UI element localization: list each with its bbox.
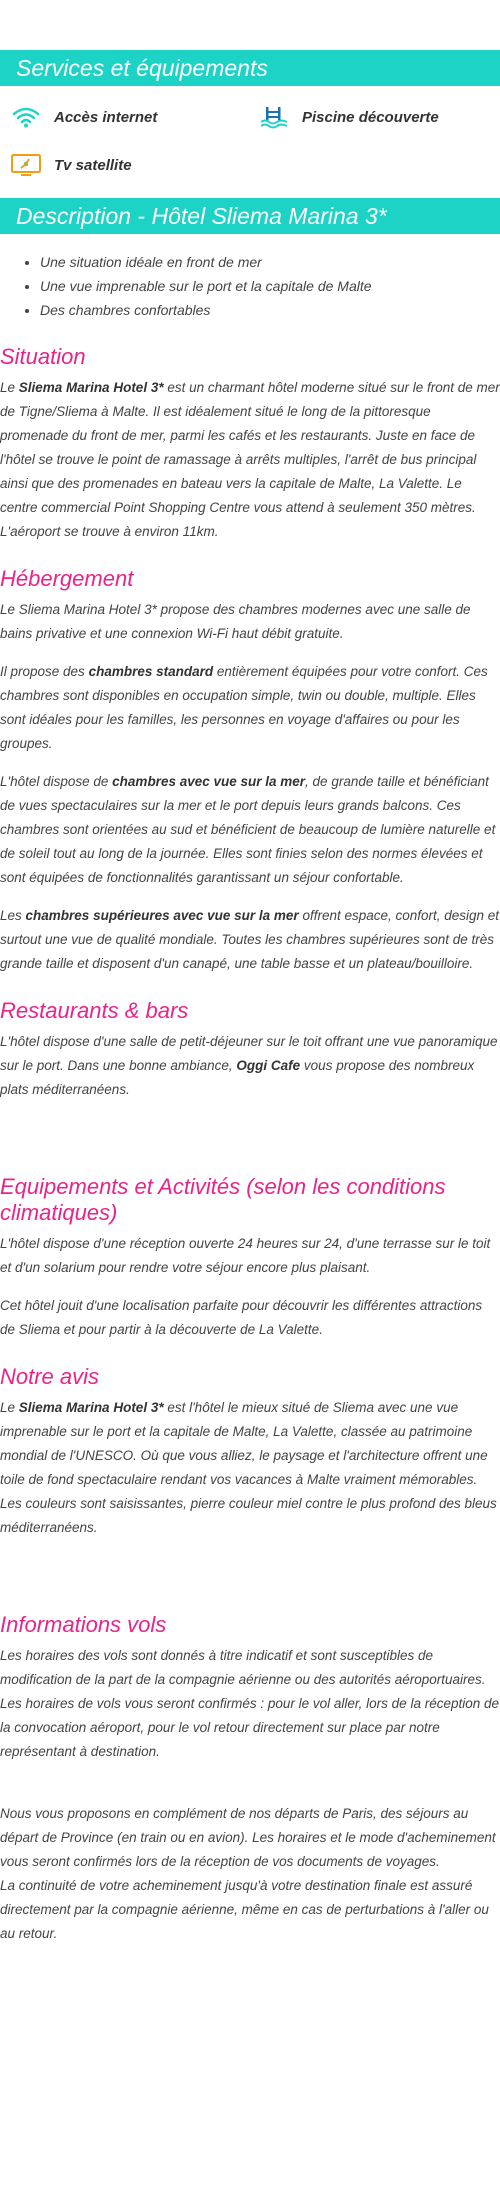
service-tv [10, 152, 132, 178]
paragraph: Le Sliema Marina Hotel 3* est un charmant hôtel moderne situé sur le front de mer de Tigne/Sliema à Malte. Il est idéalement situé le long de la pittoresque promenade du front de mer, parmi les cafés et les restaurants. Juste en face de l'hôtel se trouve le point de ramassage à arrêts multiples, l'arrêt de bus principal ainsi que des promenades en bateau vers la capitale de Malte, La Valette. Le centre commercial Point Shopping Centre vous attend à seulement 350 mètres. L'aéroport se trouve à environ 11km. [0, 380, 500, 539]
page [0, 50, 500, 1946]
paragraph: Cet hôtel jouit d'une localisation parfaite pour découvrir les différentes attractions de Sliema et pour partir à la découverte de La Valette. [0, 1298, 483, 1337]
paragraph: Les horaires de vols vous seront confirmés : pour le vol aller, lors de la réception de la convocation aéroport, pour le vol retour directement sur place par notre représentant à destination. [0, 1696, 500, 1759]
paragraph: Le Sliema Marina Hotel 3* propose des chambres modernes avec une salle de bains privative et une connexion Wi-Fi haut débit gratuite. [0, 602, 471, 641]
list-item: • Des chambres confortables [40, 298, 500, 322]
list-item: • Une vue imprenable sur le port et la capitale de Malte [40, 274, 500, 298]
paragraph: L'hôtel dispose d'une réception ouverte 24 heures sur 24, d'une terrasse sur le toit et d'un solarium pour rendre votre séjour encore plus plaisant. [0, 1236, 491, 1275]
section-title-situation: Situation [0, 344, 86, 369]
service-pool [258, 104, 439, 130]
section-title-hebergement: Hébergement [0, 566, 134, 591]
paragraph: L'hôtel dispose d'une salle de petit-déjeuner sur le toit offrant une vue panoramique sur le port. Dans une bonne ambiance, Oggi Cafe vous propose des nombreux plats méditerranéens. [0, 1034, 498, 1097]
service-label: Accès internet [54, 108, 158, 126]
list-item: • Une situation idéale en front de mer [40, 250, 500, 274]
service-label: Tv satellite [54, 156, 132, 174]
service-internet [10, 104, 157, 130]
description-title: Description - Hôtel Sliema Marina 3* [0, 198, 500, 234]
paragraph: Nous vous proposons en complément de nos départs de Paris, des séjours au départ de Province (en train ou en avion). Les horaires et le mode d'acheminement vous seront confirmés lors de la réception de vos documents de voyages. [0, 1806, 496, 1869]
section-title-restaurants: Restaurants & bars [0, 998, 189, 1023]
spacer [0, 1778, 500, 1802]
section-title-vols: Informations vols [0, 1612, 167, 1637]
description-list [0, 250, 500, 322]
paragraph: Les chambres supérieures avec vue sur la mer offrent espace, confort, design et surtout une vue de qualité mondiale. Toutes les chambres supérieures sont de très grande taille et disposent d'un canapé, une table basse et un plateau/bouilloire. [0, 908, 500, 971]
paragraph: Le Sliema Marina Hotel 3* est l'hôtel le mieux situé de Sliema avec une vue imprenable sur le port et la capitale de Malte, La Valette, classée au patrimoine mondial de l'UNESCO. Où que vous alliez, le paysage et l'architecture offrent une toile de fond spectaculaire rendant vos vacances à Malte vraiment mémorables. Les couleurs sont saisissantes, pierre couleur miel contre le plus profond des bleus méditerranéens. [0, 1400, 497, 1535]
section-title-avis: Notre avis [0, 1364, 100, 1389]
paragraph: Il propose des chambres standard entièrement équipées pour votre confort. Ces chambres sont disponibles en occupation simple, twin ou double, multiple. Elles sont idéales pour les familles, les personnes en voyage d'affaires ou pour les groupes. [0, 664, 488, 751]
tv-icon [10, 152, 42, 178]
service-label: Piscine découverte [302, 108, 439, 126]
paragraph: Les horaires des vols sont donnés à titre indicatif et sont susceptibles de modification de la part de la compagnie aérienne ou des autorités aéroportuaires. [0, 1648, 486, 1687]
paragraph: L'hôtel dispose de chambres avec vue sur la mer, de grande taille et bénéficiant de vues spectaculaires sur la mer et le port depuis leurs grands balcons. Ces chambres sont orientées au sud et bénéficient de beaucoup de lumière naturelle et de soleil tout au long de la journée. Elles sont finies selon des normes élevées et sont équipées de fonctionnalités garantissant un séjour confortable. [0, 774, 496, 885]
services-list [0, 86, 500, 198]
section-title-equipements: Equipements et Activités (selon les conditions climatiques) [0, 1174, 446, 1225]
wifi-icon [10, 104, 42, 130]
paragraph: La continuité de votre acheminement jusqu'à votre destination finale est assuré directement par la compagnie aérienne, même en cas de perturbations à l'aller ou au retour. [0, 1878, 489, 1941]
services-title: Services et équipements [0, 50, 500, 86]
pool-icon [258, 104, 290, 130]
